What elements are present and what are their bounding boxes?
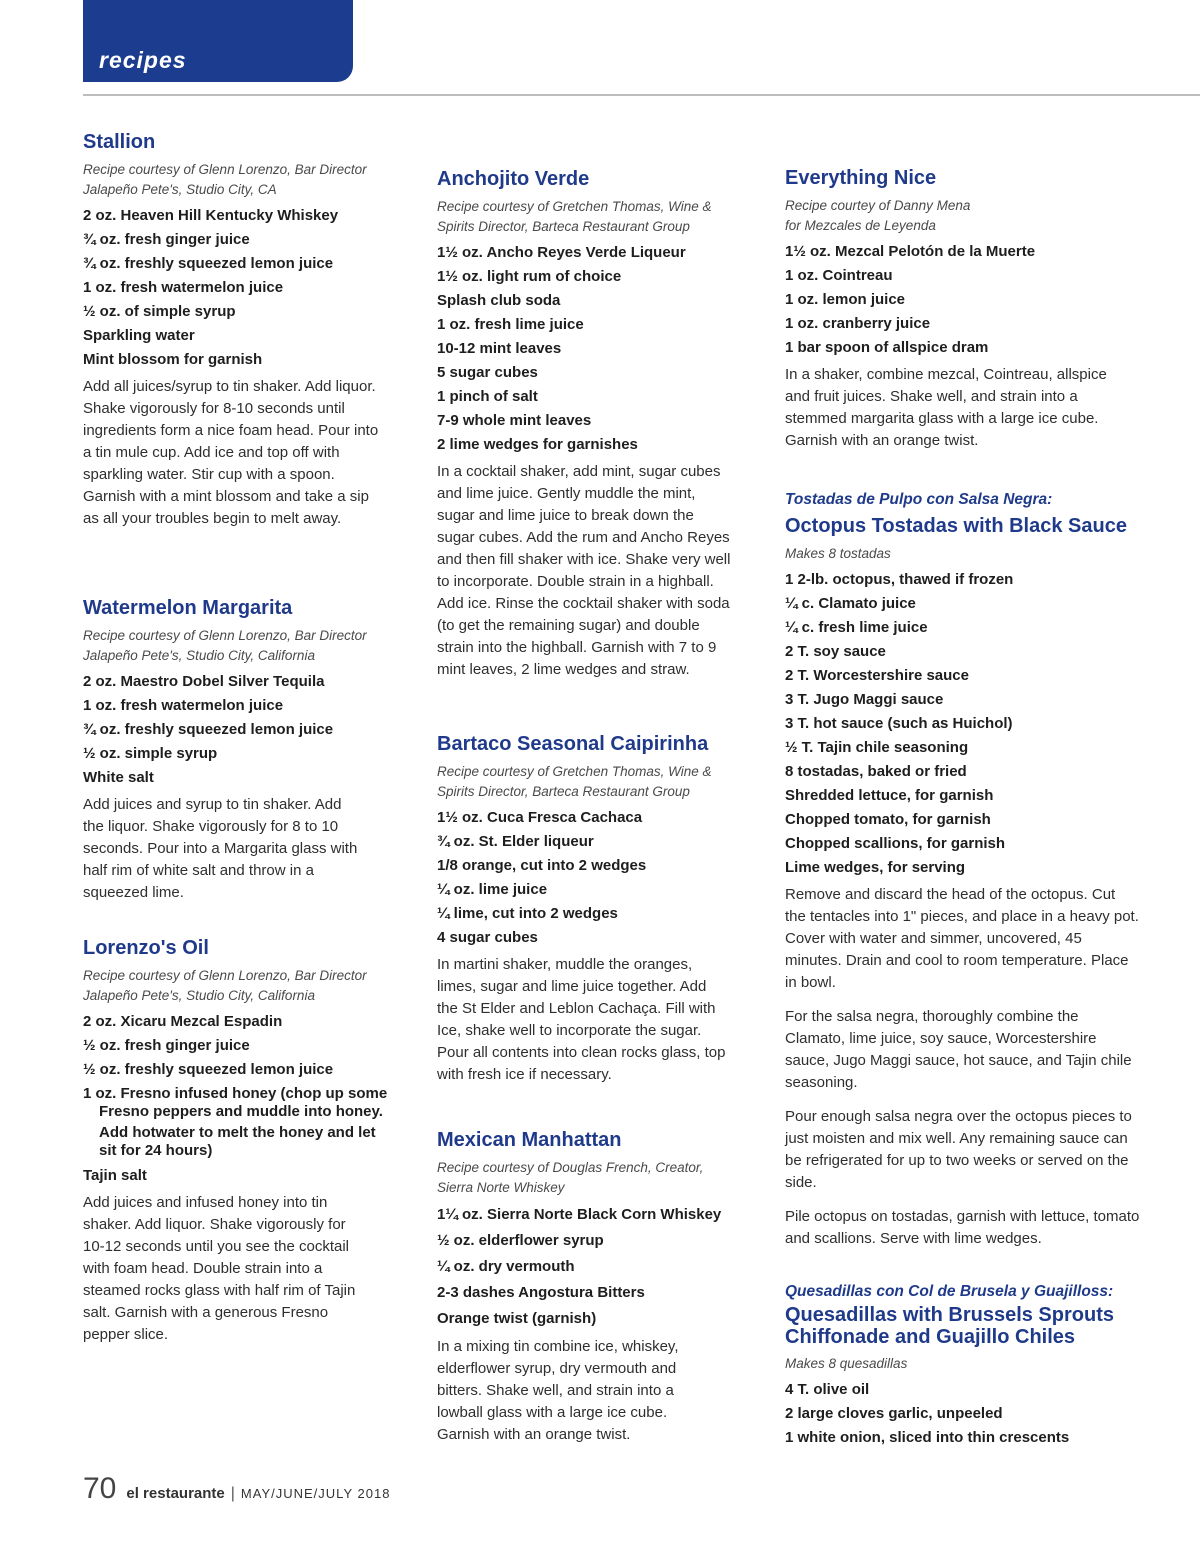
ingredient: ½ T. Tajin chile seasoning <box>785 739 969 756</box>
credit-line: Recipe courtesy of Glenn Lorenzo, Bar Director <box>83 968 367 983</box>
header-rule <box>83 94 1200 96</box>
recipe-step: Pour enough salsa negra over the octopus pieces to just moisten and mix well. Any remaining sauce can be refrigerated for up to two weeks or served on the side. <box>785 1108 1132 1191</box>
ingredient: 1 bar spoon of allspice dram <box>785 339 989 356</box>
recipe-method: In a mixing tin combine ice, whiskey, elderflower syrup, dry vermouth and bitters. Shake well, and strain into a lowball glass with a large ice cube. Garnish with an orange twist. <box>437 1338 679 1443</box>
credit-line: for Mezcales de Leyenda <box>785 218 936 233</box>
ingredient: 2 T. soy sauce <box>785 643 886 660</box>
page-number: 70 <box>83 1472 117 1505</box>
ingredient-note: Add hotwater to melt the honey and let sit for 24 hours) <box>99 1124 376 1159</box>
recipe-credit <box>83 966 388 1006</box>
ingredient: 3 T. Jugo Maggi sauce <box>785 691 944 708</box>
recipe-method: Add juices and infused honey into tin shaker. Add liquor. Shake vigorously for 10-12 seconds until you see the cocktail with foam head. Double strain into a steamed rocks glass with half rim of Tajin salt. Garnish with a generous Fresno pepper slice. <box>83 1194 356 1343</box>
recipe-method: In a shaker, combine mezcal, Cointreau, allspice and fruit juices. Shake well, and strain into a stemmed margarita glass with a large ice cube. Garnish with an orange twist. <box>785 366 1107 449</box>
recipe-title: Stallion <box>83 131 156 153</box>
recipe-method: In a cocktail shaker, add mint, sugar cubes and lime juice. Gently muddle the mint, sugar and lime juice to break down the sugar cubes. Add the rum and Ancho Reyes and then fill shaker with ice. Shake very well to incorporate. Double strain in a highball. Add ice. Rinse the cocktail shaker with soda (to get the remaining sugar) and double strain into the highball. Garnish with 7 to 9 mint leaves, 2 lime wedges and straw. <box>437 463 731 678</box>
ingredient: 2-3 dashes Angostura Bitters <box>437 1284 645 1301</box>
recipe-quesadillas <box>785 1282 1140 1450</box>
credit-line: Sierra Norte Whiskey <box>437 1180 565 1195</box>
ingredient: ½ oz. freshly squeezed lemon juice <box>83 1061 334 1078</box>
recipe-method: Add juices and syrup to tin shaker. Add the liquor. Shake vigorously for 8 to 10 seconds. Pour into a Margarita glass with half rim of white salt and throw in a squeezed lime. <box>83 796 358 901</box>
recipe-title: Quesadillas with Brussels Sprouts Chiffonade and Guajillo Chiles <box>785 1304 1114 1348</box>
recipe-credit <box>785 196 1125 236</box>
section-label: recipes <box>99 47 187 73</box>
ingredient: ¼ oz. dry vermouth <box>437 1258 575 1275</box>
ingredient: 1/8 orange, cut into 2 wedges <box>437 857 647 874</box>
ingredient: ¾ oz. St. Elder liqueur <box>437 833 594 850</box>
recipe-credit <box>83 160 383 200</box>
credit-line: Jalapeño Pete's, Studio City, California <box>83 988 315 1003</box>
ingredient: 1 oz. lemon juice <box>785 291 906 308</box>
ingredient: 5 sugar cubes <box>437 364 538 381</box>
recipe-kicker: Tostadas de Pulpo con Salsa Negra: <box>785 491 1053 508</box>
ingredient: 3 T. hot sauce (such as Huichol) <box>785 715 1013 732</box>
recipe-watermelon-margarita <box>83 596 373 904</box>
ingredient: Tajin salt <box>83 1167 147 1184</box>
ingredient: ¼ c. Clamato juice <box>785 595 916 612</box>
ingredient: 1 white onion, sliced into thin crescents <box>785 1429 1070 1446</box>
ingredient: ½ oz. simple syrup <box>83 745 218 762</box>
section-tab <box>83 0 353 82</box>
ingredient: 4 T. olive oil <box>785 1381 870 1398</box>
ingredient: White salt <box>83 769 154 786</box>
ingredient: 1½ oz. Mezcal Pelotón de la Muerte <box>785 243 1036 260</box>
recipe-step: For the salsa negra, thoroughly combine the Clamato, lime juice, soy sauce, Worcestershire sauce, Jugo Maggi sauce, hot sauce, and Tajin chile seasoning. <box>785 1008 1132 1091</box>
ingredient: Splash club soda <box>437 292 561 309</box>
credit-line: Recipe courtesy of Douglas French, Creator, <box>437 1160 704 1175</box>
ingredient: 2 oz. Xicaru Mezcal Espadin <box>83 1013 283 1030</box>
ingredient: ¾ oz. freshly squeezed lemon juice <box>83 721 334 738</box>
ingredient: 8 tostadas, baked or fried <box>785 763 967 780</box>
recipe-step: Pile octopus on tostadas, garnish with lettuce, tomato and scallions. Serve with lime wedges. <box>785 1208 1140 1247</box>
ingredient: 4 sugar cubes <box>437 929 538 946</box>
ingredient: 10-12 mint leaves <box>437 340 562 357</box>
ingredient: Shredded lettuce, for garnish <box>785 787 994 804</box>
recipe-yield: Makes 8 quesadillas <box>785 1356 908 1371</box>
ingredient: 1½ oz. Ancho Reyes Verde Liqueur <box>437 244 686 261</box>
recipe-step: Remove and discard the head of the octopus. Cut the tentacles into 1" pieces, and place in a heavy pot. Cover with water and simmer, uncovered, 45 minutes. Drain and cool to room temperature. Place in bowl. <box>785 886 1139 991</box>
credit-line: Spirits Director, Barteca Restaurant Group <box>437 219 690 234</box>
ingredient: 2 oz. Maestro Dobel Silver Tequila <box>83 673 325 690</box>
ingredient: ½ oz. of simple syrup <box>83 303 236 320</box>
ingredient: ½ oz. elderflower syrup <box>437 1232 604 1249</box>
recipe-title: Octopus Tostadas with Black Sauce <box>785 515 1127 537</box>
ingredient: 2 lime wedges for garnishes <box>437 436 638 453</box>
ingredient: 1¼ oz. Sierra Norte Black Corn Whiskey <box>437 1206 722 1223</box>
recipe-credit <box>437 762 737 802</box>
recipe-title: Lorenzo's Oil <box>83 937 209 959</box>
ingredient: Mint blossom for garnish <box>83 351 263 368</box>
page-footer <box>83 1472 390 1512</box>
ingredient: 1½ oz. light rum of choice <box>437 268 622 285</box>
ingredient: 1 oz. fresh lime juice <box>437 316 584 333</box>
recipe-credit <box>83 626 373 666</box>
ingredient: Chopped scallions, for garnish <box>785 835 1006 852</box>
ingredient: 1 pinch of salt <box>437 388 538 405</box>
credit-line: Jalapeño Pete's, Studio City, California <box>83 648 315 663</box>
ingredient: ¾ oz. freshly squeezed lemon juice <box>83 255 334 272</box>
ingredient: 7-9 whole mint leaves <box>437 412 592 429</box>
recipe-title: Watermelon Margarita <box>83 597 293 619</box>
credit-line: Recipe courtesy of Glenn Lorenzo, Bar Director <box>83 162 367 177</box>
ingredient: 1 oz. Cointreau <box>785 267 893 284</box>
recipe-yield: Makes 8 tostadas <box>785 546 891 561</box>
ingredient: Orange twist (garnish) <box>437 1310 597 1327</box>
recipe-kicker: Quesadillas con Col de Brusela y Guajilloss: <box>785 1283 1114 1300</box>
ingredient: Lime wedges, for serving <box>785 859 966 876</box>
ingredient: 1 oz. fresh watermelon juice <box>83 697 284 714</box>
recipe-title: Everything Nice <box>785 167 937 189</box>
recipe-mexican-manhattan <box>437 1128 737 1446</box>
recipe-title: Anchojito Verde <box>437 168 590 190</box>
recipe-credit <box>437 197 737 237</box>
recipe-anchojito-verde <box>437 167 737 681</box>
credit-line: Spirits Director, Barteca Restaurant Group <box>437 784 690 799</box>
credit-line: Recipe courtesy of Gretchen Thomas, Wine & <box>437 199 712 214</box>
footer-separator: | <box>230 1485 235 1502</box>
issue-date: MAY/JUNE/JULY 2018 <box>240 1486 391 1501</box>
recipe-bartaco-caipirinha <box>437 732 737 1086</box>
recipe-lorenzos-oil <box>83 936 388 1346</box>
recipe-title: Bartaco Seasonal Caipirinha <box>437 733 709 755</box>
recipe-octopus-tostadas <box>785 490 1140 1250</box>
ingredient: 1 oz. Fresno infused honey (chop up some Fresno peppers and muddle into honey. <box>83 1085 388 1120</box>
recipe-everything-nice <box>785 166 1125 452</box>
publication-name: el restaurante <box>126 1485 225 1502</box>
ingredient: 2 large cloves garlic, unpeeled <box>785 1405 1003 1422</box>
recipe-method: In martini shaker, muddle the oranges, limes, sugar and lime juice together. Add the St Elder and Leblon Cachaça. Fill with Ice, shake well to incorporate the sugar. Pour all contents into clean rocks glass, top with fresh ice if necessary. <box>437 956 726 1083</box>
ingredient: ¾ oz. fresh ginger juice <box>83 231 250 248</box>
ingredient: 1 oz. fresh watermelon juice <box>83 279 284 296</box>
ingredient: ¼ oz. lime juice <box>437 881 548 898</box>
recipe-method: Add all juices/syrup to tin shaker. Add liquor. Shake vigorously for 8-10 seconds until ingredients form a nice foam head. Pour into a tin mule cup. Add ice and top off with sparkling water. Stir cup with a spoon. Garnish with a mint blossom and take a sip as all your troubles begin to melt away. <box>83 378 379 527</box>
credit-line: Jalapeño Pete's, Studio City, CA <box>83 182 277 197</box>
credit-line: Recipe courtesy of Glenn Lorenzo, Bar Director <box>83 628 367 643</box>
ingredient: ¼ c. fresh lime juice <box>785 619 928 636</box>
ingredient: Chopped tomato, for garnish <box>785 811 991 828</box>
ingredient: Sparkling water <box>83 327 195 344</box>
credit-line: Recipe courtey of Danny Mena <box>785 198 971 213</box>
ingredient: 1 oz. cranberry juice <box>785 315 931 332</box>
ingredient: 2 T. Worcestershire sauce <box>785 667 969 684</box>
ingredient: ¼ lime, cut into 2 wedges <box>437 905 618 922</box>
recipe-credit <box>437 1158 737 1198</box>
ingredient: ½ oz. fresh ginger juice <box>83 1037 250 1054</box>
recipe-title: Mexican Manhattan <box>437 1129 622 1151</box>
recipe-stallion <box>83 130 383 530</box>
ingredient: 1½ oz. Cuca Fresca Cachaca <box>437 809 643 826</box>
ingredient: 1 2-lb. octopus, thawed if frozen <box>785 571 1014 588</box>
credit-line: Recipe courtesy of Gretchen Thomas, Wine & <box>437 764 712 779</box>
ingredient: 2 oz. Heaven Hill Kentucky Whiskey <box>83 207 339 224</box>
